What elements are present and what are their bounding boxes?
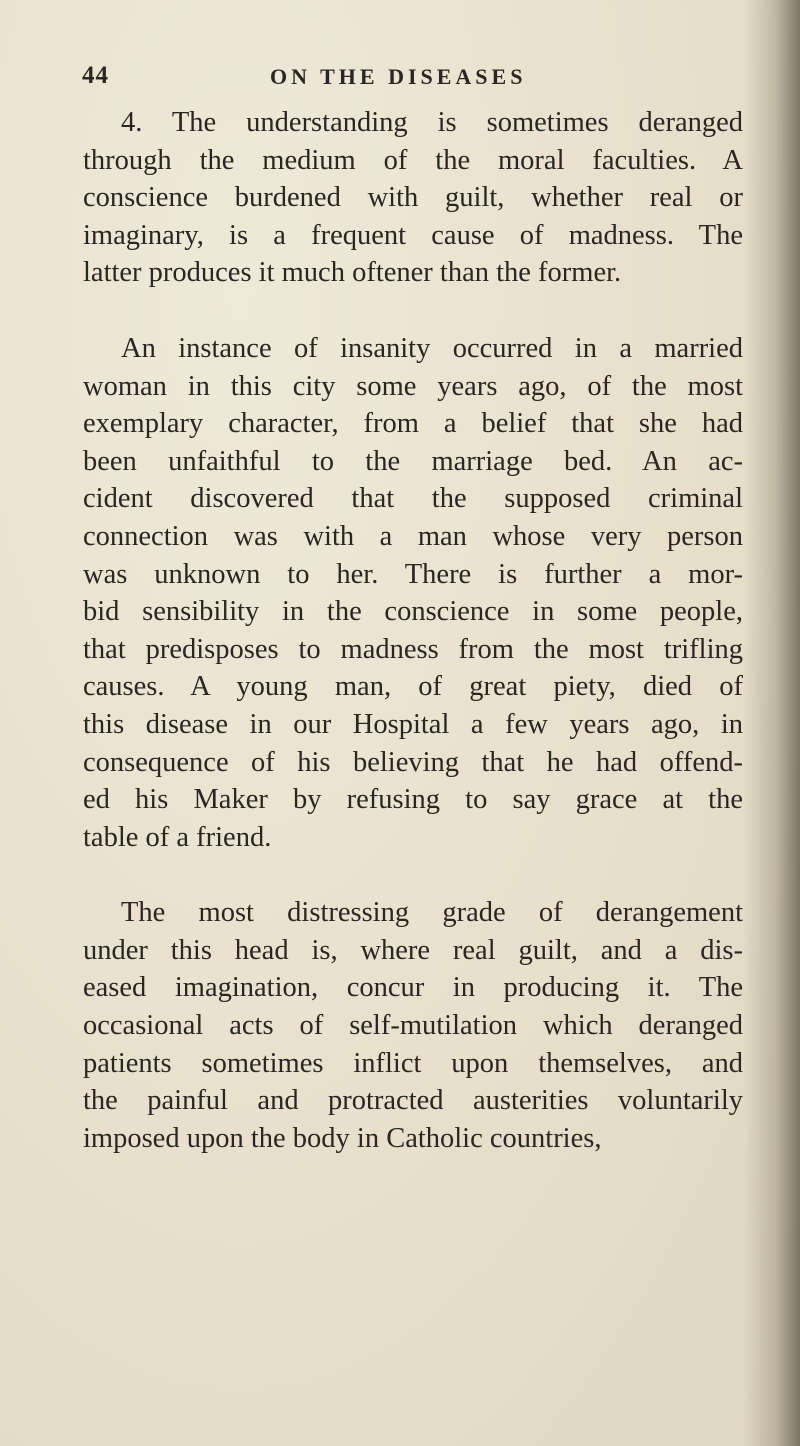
- text-line: through the medium of the moral faculties. A: [83, 144, 743, 176]
- paragraph-gap: [83, 856, 743, 894]
- text-line: this disease in our Hospital a few years ago, in: [83, 708, 743, 740]
- text-line: imposed upon the body in Catholic countries,: [83, 1122, 602, 1154]
- text-line: imaginary, is a frequent cause of madness. The: [83, 219, 743, 251]
- text-line: table of a friend.: [83, 821, 272, 853]
- text-line: the painful and protracted austerities voluntarily: [83, 1085, 743, 1117]
- text-line: connection was with a man whose very person: [83, 520, 743, 552]
- text-line: The most distressing grade of derangement: [121, 897, 743, 929]
- text-line: been unfaithful to the marriage bed. An ac-: [83, 445, 743, 477]
- text-line: exemplary character, from a belief that she had: [83, 408, 743, 440]
- page-header: [82, 62, 562, 94]
- text-line: conscience burdened with guilt, whether real or: [83, 182, 743, 214]
- page-number: 44: [82, 62, 109, 89]
- paragraph-3: [83, 894, 743, 1157]
- text-line: bid sensibility in the conscience in some people,: [83, 596, 743, 628]
- text-line: was unknown to her. There is further a mor-: [83, 558, 743, 590]
- paragraph-1: [83, 104, 743, 292]
- text-line: woman in this city some years ago, of the most: [83, 370, 743, 402]
- text-line: that predisposes to madness from the most trifling: [83, 633, 743, 665]
- running-head: ON THE DISEASES: [270, 64, 527, 89]
- text-line: consequence of his believing that he had offend-: [83, 746, 743, 778]
- text-line: 4. The understanding is sometimes deranged: [121, 107, 743, 138]
- text-line: under this head is, where real guilt, and a dis-: [83, 934, 743, 966]
- text-line: occasional acts of self-mutilation which deranged: [83, 1010, 743, 1042]
- text-line: causes. A young man, of great piety, died of: [83, 671, 743, 703]
- text-line: patients sometimes inflict upon themselves, and: [83, 1047, 743, 1079]
- text-line: ed his Maker by refusing to say grace at the: [83, 784, 743, 816]
- text-line: latter produces it much oftener than the former.: [83, 257, 622, 289]
- text-line: An instance of insanity occurred in a married: [121, 332, 743, 364]
- text-line: cident discovered that the supposed criminal: [83, 483, 743, 515]
- body-text: [83, 104, 743, 1157]
- paragraph-2: [83, 330, 743, 856]
- text-line: eased imagination, concur in producing it. The: [83, 972, 743, 1004]
- paragraph-gap: [83, 292, 743, 330]
